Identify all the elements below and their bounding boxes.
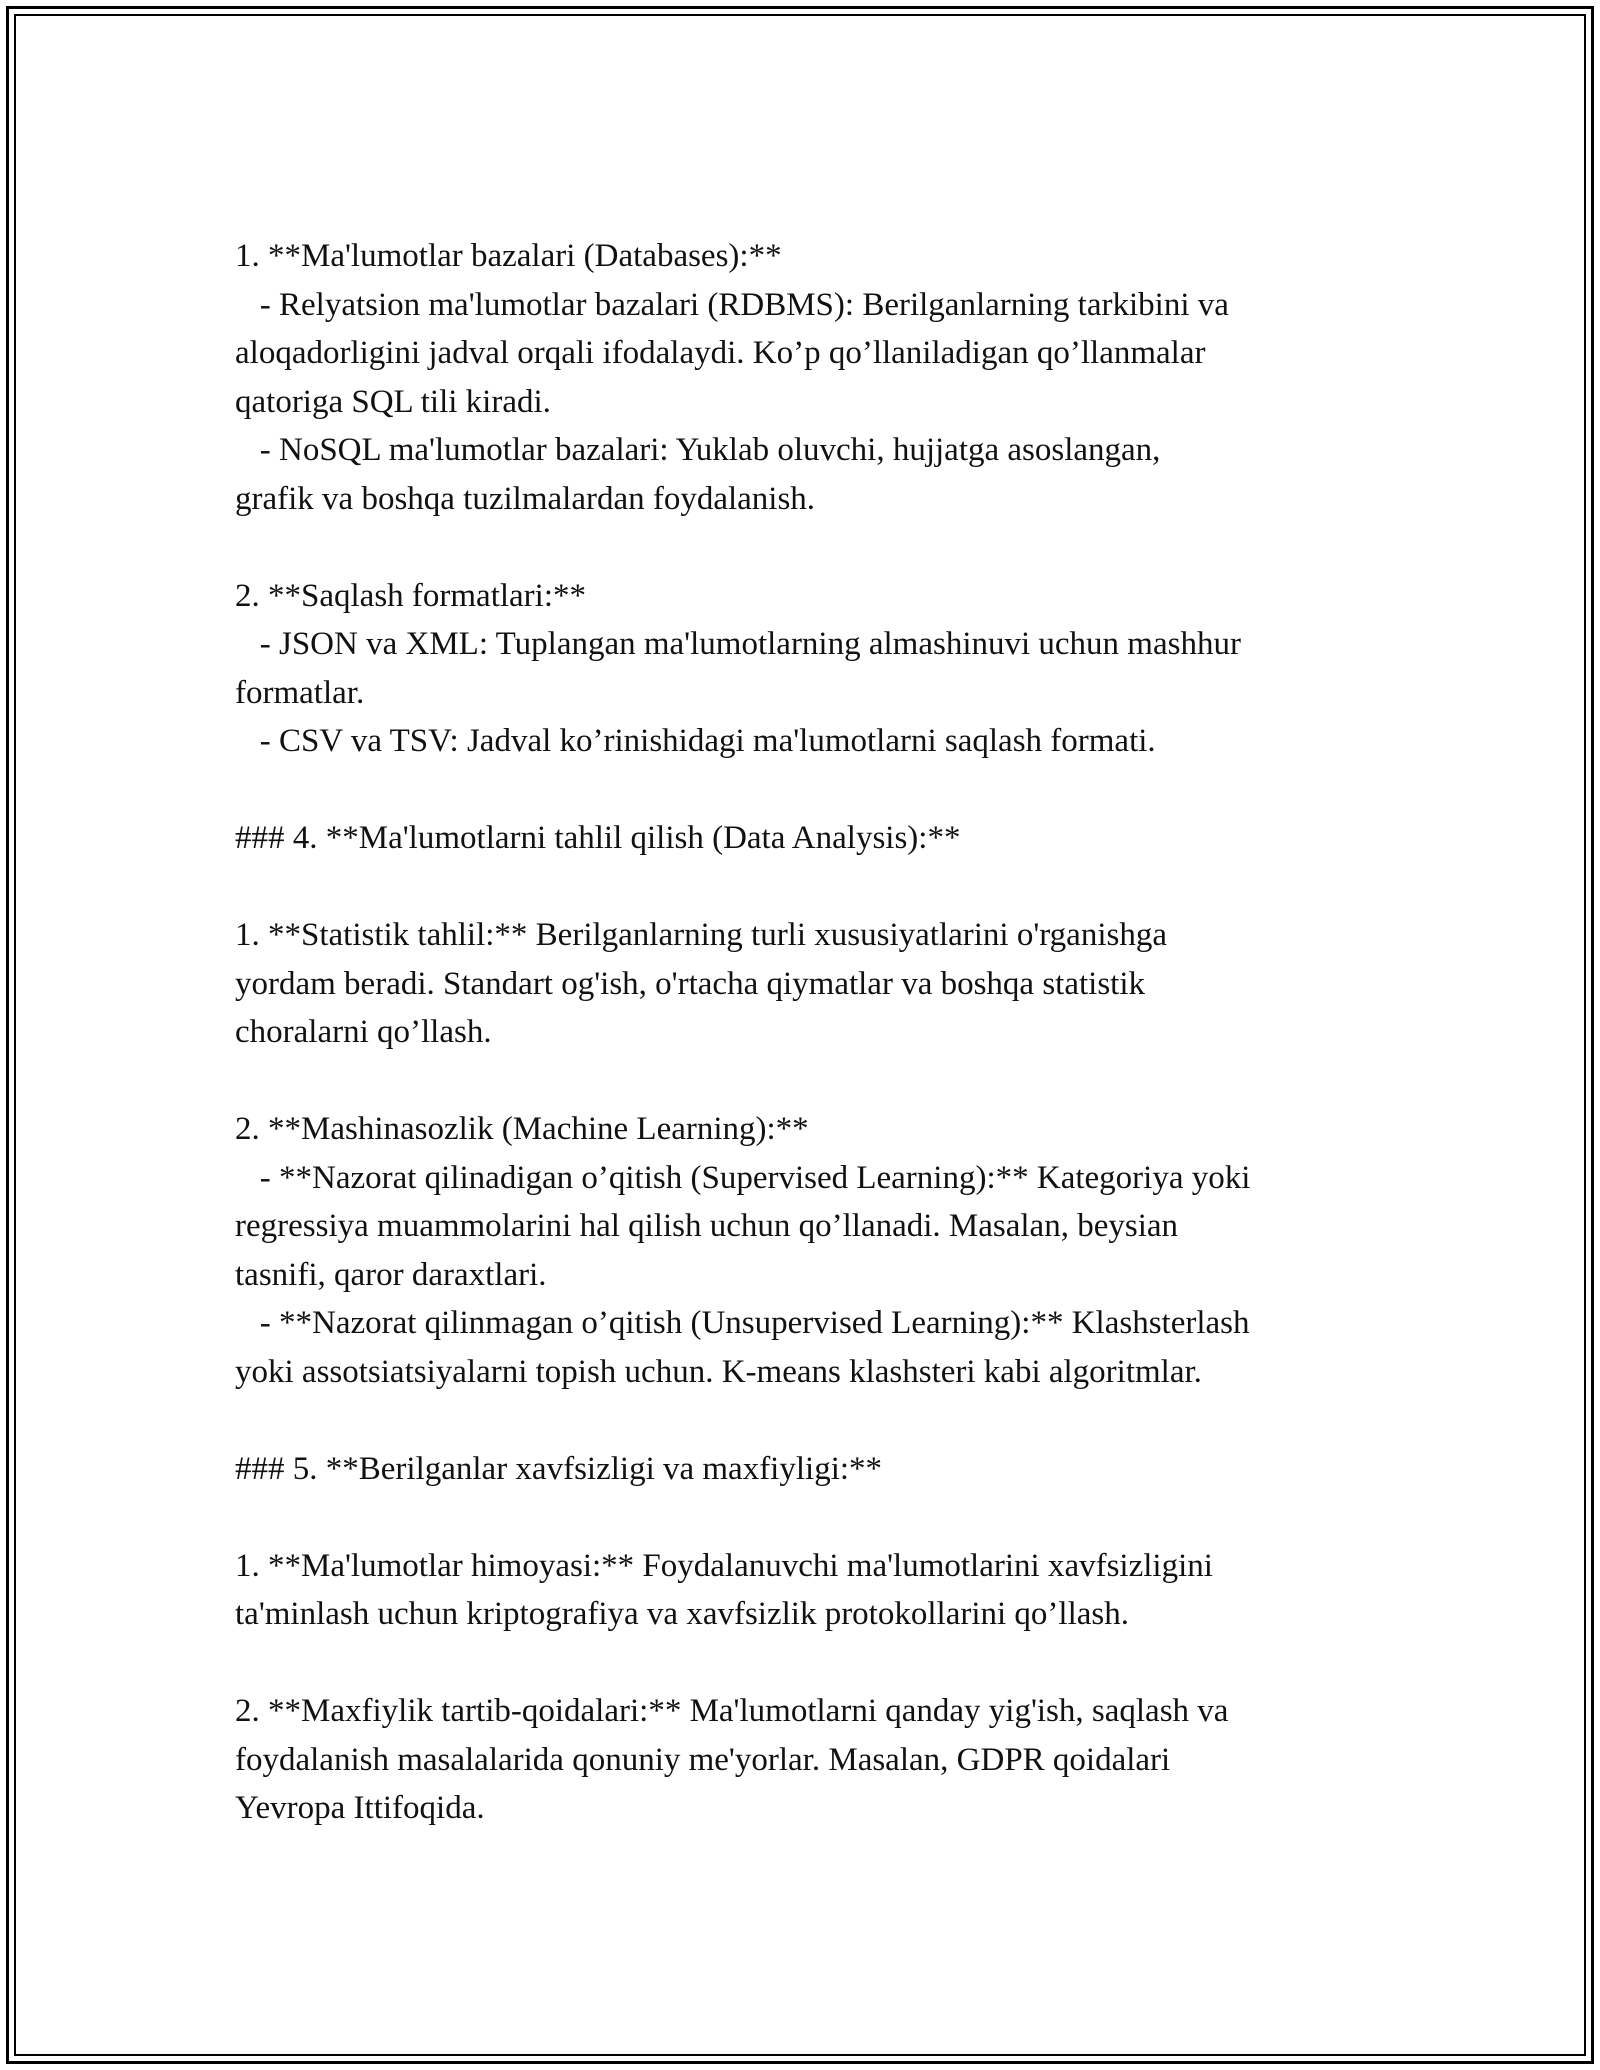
- blank-line: [235, 766, 1375, 815]
- text-line: qatoriga SQL tili kiradi.: [235, 383, 551, 420]
- text-line: grafik va boshqa tuzilmalardan foydalanish.: [235, 480, 816, 517]
- blank-line: [235, 1396, 1375, 1445]
- blank-line: [235, 1057, 1375, 1106]
- text-line: ta'minlash uchun kriptografiya va xavfsizlik protokollarini qo’llash.: [235, 1596, 1129, 1632]
- text-line: - **Nazorat qilinmagan o’qitish (Unsupervised Learning):** Klashsterlash: [235, 1305, 1250, 1341]
- text-line: choralarni qo’llash.: [235, 1014, 492, 1050]
- blank-line: [235, 1639, 1375, 1688]
- blank-line: [235, 523, 1375, 572]
- text-line: 2. **Mashinasozlik (Machine Learning):**: [235, 1111, 809, 1147]
- section-heading: ### 5. **Berilganlar xavfsizligi va maxfiyligi:**: [235, 1450, 883, 1487]
- text-line: 2. **Maxfiylik tartib-qoidalari:** Ma'lumotlarni qanday yig'ish, saqlash va: [235, 1693, 1229, 1729]
- text-line: 1. **Statistik tahlil:** Berilganlarning turli xususiyatlarini o'rganishga: [235, 917, 1167, 953]
- document-body: [235, 232, 1375, 1833]
- text-line: tasnifi, qaror daraxtlari.: [235, 1256, 547, 1293]
- text-line: - JSON va XML: Tuplangan ma'lumotlarning almashinuvi uchun mashhur: [235, 626, 1241, 662]
- text-line: yoki assotsiatsiyalarni topish uchun. K-means klashsteri kabi algoritmlar.: [235, 1353, 1202, 1390]
- section-heading: ### 4. **Ma'lumotlarni tahlil qilish (Data Analysis):**: [235, 820, 961, 856]
- text-line: 2. **Saqlash formatlari:**: [235, 577, 587, 614]
- text-line: foydalanish masalalarida qonuniy me'yorlar. Masalan, GDPR qoidalari: [235, 1741, 1171, 1778]
- text-line: yordam beradi. Standart og'ish, o'rtacha qiymatlar va boshqa statistik: [235, 965, 1145, 1002]
- text-line: 1. **Ma'lumotlar bazalari (Databases):**: [235, 238, 782, 274]
- blank-line: [235, 1493, 1375, 1542]
- text-line: formatlar.: [235, 674, 365, 711]
- text-line: Yevropa Ittifoqida.: [235, 1790, 485, 1826]
- text-line: - **Nazorat qilinadigan o’qitish (Supervised Learning):** Kategoriya yoki: [235, 1159, 1251, 1196]
- text-line: - CSV va TSV: Jadval ko’rinishidagi ma'lumotlarni saqlash formati.: [235, 723, 1156, 759]
- text-line: - Relyatsion ma'lumotlar bazalari (RDBMS): Berilganlarning tarkibini va: [235, 286, 1229, 323]
- text-line: - NoSQL ma'lumotlar bazalari: Yuklab oluvchi, hujjatga asoslangan,: [235, 432, 1161, 468]
- blank-line: [235, 863, 1375, 912]
- text-line: regressiya muammolarini hal qilish uchun qo’llanadi. Masalan, beysian: [235, 1208, 1179, 1244]
- text-line: aloqadorligini jadval orqali ifodalaydi. Ko’p qo’llaniladigan qo’llanmalar: [235, 335, 1206, 371]
- text-line: 1. **Ma'lumotlar himoyasi:** Foydalanuvchi ma'lumotlarini xavfsizligini: [235, 1547, 1213, 1584]
